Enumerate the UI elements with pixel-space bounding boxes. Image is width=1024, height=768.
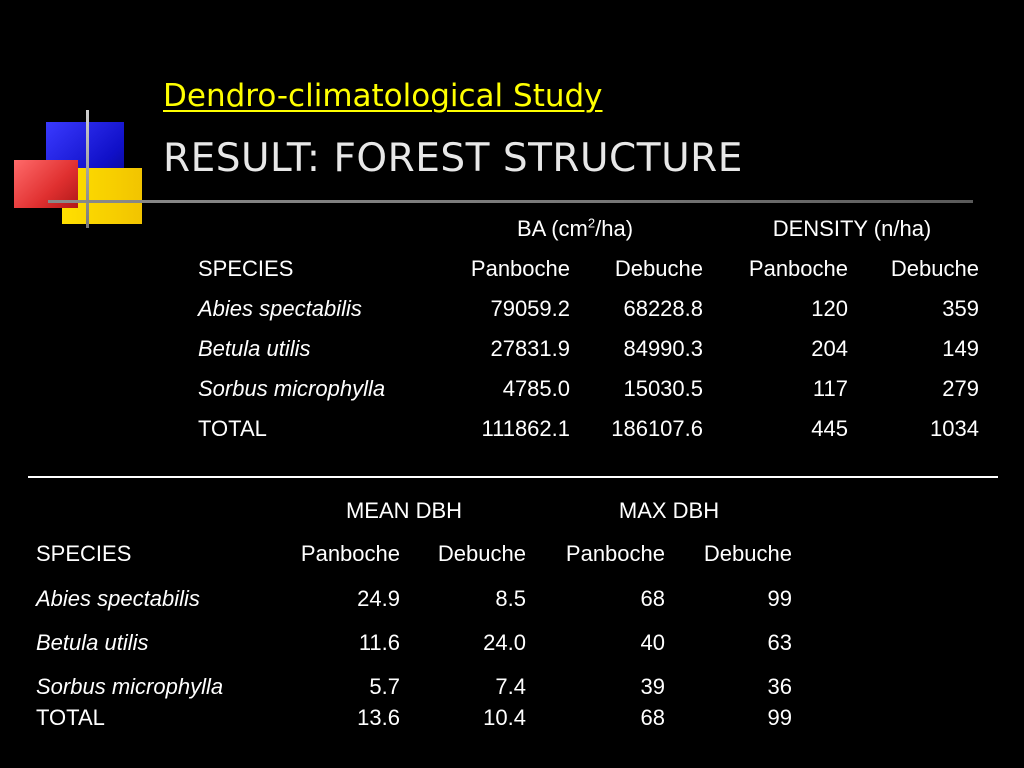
table-cell: 39 bbox=[640, 674, 665, 699]
column-header-species: SPECIES bbox=[36, 541, 132, 566]
table-cell: 99 bbox=[767, 705, 792, 730]
table-row-species: Betula utilis bbox=[198, 336, 311, 361]
table-cell: 99 bbox=[767, 586, 792, 611]
logo-vertical-line bbox=[86, 110, 89, 228]
column-header-density-debuche: Debuche bbox=[890, 256, 979, 281]
table-cell: 36 bbox=[767, 674, 792, 699]
table-cell: 68228.8 bbox=[623, 296, 703, 321]
group-header-density: DENSITY (n/ha) bbox=[772, 216, 932, 241]
column-header-mean-debuche: Debuche bbox=[437, 541, 526, 566]
table-cell: 7.4 bbox=[495, 674, 526, 699]
slide-subtitle: Dendro-climatological Study bbox=[163, 78, 603, 114]
table-cell: 63 bbox=[767, 630, 792, 655]
table-cell: 149 bbox=[942, 336, 979, 361]
table-cell: 1034 bbox=[930, 416, 979, 441]
column-header-ba-debuche: Debuche bbox=[614, 256, 703, 281]
slide-title: RESULT: FOREST STRUCTURE bbox=[163, 136, 743, 181]
group-header-max-dbh: MAX DBH bbox=[618, 498, 720, 523]
table-cell: 40 bbox=[640, 630, 665, 655]
group-header-ba: BA $(cm^2/ha)$ bbox=[516, 215, 634, 241]
table-cell: 79059.2 bbox=[490, 296, 570, 321]
table-cell: 24.0 bbox=[483, 630, 526, 655]
table-row-species: Abies spectabilis bbox=[198, 296, 362, 321]
title-rule bbox=[48, 200, 973, 203]
table-row-species: Sorbus microphylla bbox=[36, 674, 224, 699]
table-cell: 120 bbox=[811, 296, 848, 321]
table-cell: 68 bbox=[640, 705, 665, 730]
slide-logo bbox=[0, 0, 160, 240]
column-header-species: SPECIES bbox=[198, 256, 294, 281]
column-header-max-panboche: Panboche bbox=[565, 541, 665, 566]
table-cell: 8.5 bbox=[495, 586, 526, 611]
table-row-species: Sorbus microphylla bbox=[198, 376, 386, 401]
column-header-density-panboche: Panboche bbox=[748, 256, 848, 281]
table-cell: 68 bbox=[640, 586, 665, 611]
table-row-total: TOTAL bbox=[198, 416, 267, 441]
group-header-mean-dbh: MEAN DBH bbox=[345, 498, 463, 523]
table-cell: 117 bbox=[812, 376, 848, 401]
table-cell: 5.7 bbox=[369, 674, 400, 699]
section-divider bbox=[28, 476, 998, 478]
table-row-species: Betula utilis bbox=[36, 630, 149, 655]
table-cell: 186107.6 bbox=[611, 416, 703, 441]
table-cell: 445 bbox=[811, 416, 848, 441]
table-cell: 24.9 bbox=[357, 586, 400, 611]
column-header-ba-panboche: Panboche bbox=[470, 256, 570, 281]
table-cell: 11.6 bbox=[358, 630, 400, 655]
table-cell: 359 bbox=[942, 296, 979, 321]
table-cell: 4785.0 bbox=[502, 376, 570, 401]
table-row-species: Abies spectabilis bbox=[36, 586, 200, 611]
column-header-max-debuche: Debuche bbox=[703, 541, 792, 566]
table-cell: 27831.9 bbox=[490, 336, 570, 361]
table-cell: 204 bbox=[811, 336, 848, 361]
column-header-mean-panboche: Panboche bbox=[300, 541, 400, 566]
table-cell: 10.4 bbox=[483, 705, 526, 730]
table-cell: 279 bbox=[942, 376, 979, 401]
table-cell: 13.6 bbox=[357, 705, 400, 730]
table-row-total: TOTAL bbox=[36, 705, 105, 730]
table-cell: 84990.3 bbox=[623, 336, 703, 361]
table-cell: 15030.5 bbox=[623, 376, 703, 401]
table-cell: 111862.1 bbox=[481, 416, 570, 441]
